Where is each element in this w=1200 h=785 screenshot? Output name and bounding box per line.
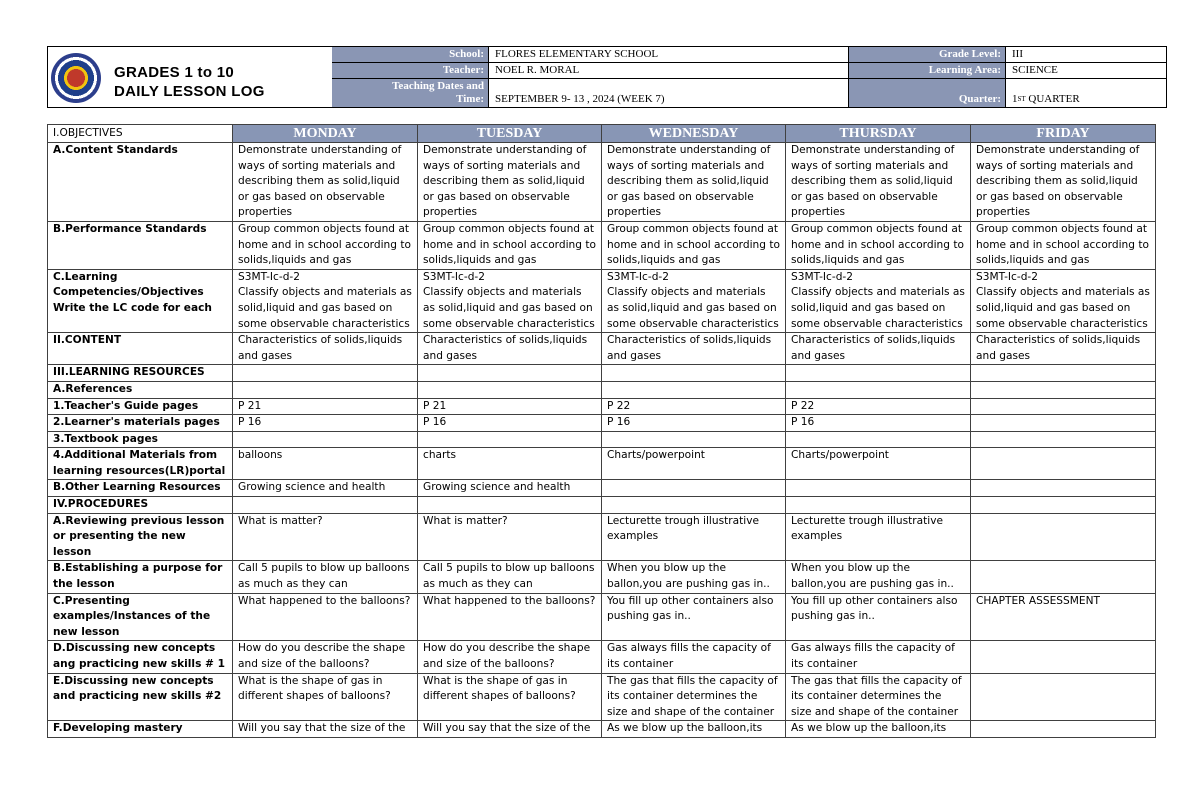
table-cell: What happened to the balloons? bbox=[418, 593, 602, 641]
quarter-value: 1 ST QUARTER bbox=[1012, 93, 1080, 105]
learning-area-value: SCIENCE bbox=[1006, 63, 1166, 79]
table-cell bbox=[602, 381, 786, 398]
table-cell: Lecturette trough illustrative examples bbox=[786, 513, 971, 561]
table-cell bbox=[971, 721, 1156, 738]
table-cell bbox=[971, 513, 1156, 561]
table-cell bbox=[971, 365, 1156, 382]
table-cell bbox=[233, 381, 418, 398]
grade-level-value: III bbox=[1006, 47, 1166, 63]
table-cell: Will you say that the size of the bbox=[418, 721, 602, 738]
table-cell bbox=[602, 497, 786, 514]
day-header-friday: FRIDAY bbox=[971, 125, 1156, 143]
table-cell bbox=[418, 497, 602, 514]
table-cell: As we blow up the balloon,its bbox=[786, 721, 971, 738]
table-cell: S3MT-Ic-d-2 Classify objects and materials as solid,liquid and gas based on some observable characteristics bbox=[971, 269, 1156, 332]
table-row bbox=[48, 381, 1156, 398]
table-row bbox=[48, 593, 1156, 641]
table-cell: Characteristics of solids,liquids and gases bbox=[233, 333, 418, 365]
teacher-label: Teacher: bbox=[332, 63, 489, 79]
table-cell: P 21 bbox=[233, 398, 418, 415]
table-cell: S3MT-Ic-d-2 Classify objects and materials as solid,liquid and gas based on some observable characteristics bbox=[786, 269, 971, 332]
table-cell: Group common objects found at home and in school according to solids,liquids and gas bbox=[602, 221, 786, 269]
document-header bbox=[47, 46, 1167, 108]
teaching-dates-label: Teaching Dates and Time: bbox=[332, 79, 489, 107]
table-cell: What happened to the balloons? bbox=[233, 593, 418, 641]
learning-area-label: Learning Area: bbox=[849, 63, 1006, 79]
row-label: C.Presenting examples/Instances of the new lesson bbox=[48, 593, 233, 641]
row-label: 4.Additional Materials from learning resources(LR)portal bbox=[48, 448, 233, 480]
table-cell: When you blow up the ballon,you are pushing gas in.. bbox=[786, 561, 971, 593]
table-cell bbox=[233, 365, 418, 382]
table-cell: P 22 bbox=[786, 398, 971, 415]
table-cell bbox=[971, 415, 1156, 432]
table-row bbox=[48, 333, 1156, 365]
table-row bbox=[48, 513, 1156, 561]
table-cell: Charts/powerpoint bbox=[602, 448, 786, 480]
row-label: B.Performance Standards bbox=[48, 221, 233, 269]
table-row bbox=[48, 641, 1156, 673]
document-title bbox=[114, 63, 265, 101]
table-row bbox=[48, 143, 1156, 222]
table-row bbox=[48, 561, 1156, 593]
row-label: E.Discussing new concepts and practicing new skills #2 bbox=[48, 673, 233, 721]
table-cell: The gas that fills the capacity of its container determines the size and shape of the container bbox=[602, 673, 786, 721]
table-cell bbox=[602, 365, 786, 382]
table-cell: Group common objects found at home and in school according to solids,liquids and gas bbox=[971, 221, 1156, 269]
table-row bbox=[48, 221, 1156, 269]
table-cell: As we blow up the balloon,its bbox=[602, 721, 786, 738]
table-row bbox=[48, 398, 1156, 415]
table-cell: Call 5 pupils to blow up balloons as much as they can bbox=[233, 561, 418, 593]
row-label: A.References bbox=[48, 381, 233, 398]
table-cell: Gas always fills the capacity of its container bbox=[602, 641, 786, 673]
table-cell: Demonstrate understanding of ways of sorting materials and describing them as solid,liquid or gas based on observable properties bbox=[602, 143, 786, 222]
table-row bbox=[48, 431, 1156, 448]
table-cell: You fill up other containers also pushing gas in.. bbox=[602, 593, 786, 641]
quarter-label: Quarter: bbox=[849, 79, 1006, 107]
school-value: FLORES ELEMENTARY SCHOOL bbox=[489, 47, 849, 63]
table-cell: Group common objects found at home and in school according to solids,liquids and gas bbox=[233, 221, 418, 269]
table-cell bbox=[602, 480, 786, 497]
table-cell: Characteristics of solids,liquids and gases bbox=[602, 333, 786, 365]
teaching-dates-value: SEPTEMBER 9- 13 , 2024 (WEEK 7) bbox=[489, 79, 849, 107]
table-cell bbox=[786, 381, 971, 398]
table-cell: Demonstrate understanding of ways of sorting materials and describing them as solid,liquid or gas based on observable properties bbox=[971, 143, 1156, 222]
row-label: F.Developing mastery bbox=[48, 721, 233, 738]
table-cell bbox=[786, 365, 971, 382]
table-cell: P 16 bbox=[418, 415, 602, 432]
table-cell: charts bbox=[418, 448, 602, 480]
table-cell: What is the shape of gas in different shapes of balloons? bbox=[418, 673, 602, 721]
table-cell: How do you describe the shape and size of the balloons? bbox=[418, 641, 602, 673]
table-cell: Demonstrate understanding of ways of sorting materials and describing them as solid,liquid or gas based on observable properties bbox=[786, 143, 971, 222]
day-header-wednesday: WEDNESDAY bbox=[602, 125, 786, 143]
table-cell bbox=[971, 381, 1156, 398]
table-cell: P 16 bbox=[602, 415, 786, 432]
table-row bbox=[48, 497, 1156, 514]
row-label: A.Reviewing previous lesson or presenting the new lesson bbox=[48, 513, 233, 561]
table-cell bbox=[971, 641, 1156, 673]
table-header-row bbox=[48, 125, 1156, 143]
table-cell: What is matter? bbox=[418, 513, 602, 561]
table-cell: P 16 bbox=[786, 415, 971, 432]
table-cell: Demonstrate understanding of ways of sorting materials and describing them as solid,liquid or gas based on observable properties bbox=[418, 143, 602, 222]
table-cell: How do you describe the shape and size of the balloons? bbox=[233, 641, 418, 673]
table-cell bbox=[233, 431, 418, 448]
table-cell: What is matter? bbox=[233, 513, 418, 561]
table-cell bbox=[971, 448, 1156, 480]
row-label: III.LEARNING RESOURCES bbox=[48, 365, 233, 382]
table-cell: P 16 bbox=[233, 415, 418, 432]
day-header-monday: MONDAY bbox=[233, 125, 418, 143]
table-cell: Characteristics of solids,liquids and gases bbox=[971, 333, 1156, 365]
table-cell: S3MT-Ic-d-2 Classify objects and materials as solid,liquid and gas based on some observable characteristics bbox=[602, 269, 786, 332]
table-cell bbox=[971, 431, 1156, 448]
table-cell: Growing science and health bbox=[233, 480, 418, 497]
lesson-log-table bbox=[47, 124, 1156, 738]
table-cell: CHAPTER ASSESSMENT bbox=[971, 593, 1156, 641]
table-cell: Will you say that the size of the bbox=[233, 721, 418, 738]
table-cell: P 22 bbox=[602, 398, 786, 415]
header-info-grid bbox=[332, 47, 1166, 107]
deped-seal-logo bbox=[51, 53, 101, 103]
table-row bbox=[48, 415, 1156, 432]
title-line-2: DAILY LESSON LOG bbox=[114, 83, 265, 100]
table-cell bbox=[418, 381, 602, 398]
table-cell bbox=[786, 431, 971, 448]
table-cell: You fill up other containers also pushing gas in.. bbox=[786, 593, 971, 641]
table-cell: Demonstrate understanding of ways of sorting materials and describing them as solid,liquid or gas based on observable properties bbox=[233, 143, 418, 222]
table-cell: Lecturette trough illustrative examples bbox=[602, 513, 786, 561]
table-cell: balloons bbox=[233, 448, 418, 480]
table-row bbox=[48, 448, 1156, 480]
table-cell bbox=[786, 497, 971, 514]
table-cell: S3MT-Ic-d-2 Classify objects and materials as solid,liquid and gas based on some observable characteristics bbox=[233, 269, 418, 332]
table-cell: The gas that fills the capacity of its container determines the size and shape of the container bbox=[786, 673, 971, 721]
table-cell: Characteristics of solids,liquids and gases bbox=[418, 333, 602, 365]
table-row bbox=[48, 673, 1156, 721]
table-cell bbox=[418, 431, 602, 448]
row-label: 1.Teacher's Guide pages bbox=[48, 398, 233, 415]
day-header-tuesday: TUESDAY bbox=[418, 125, 602, 143]
row-label: II.CONTENT bbox=[48, 333, 233, 365]
row-label: IV.PROCEDURES bbox=[48, 497, 233, 514]
row-label: B.Other Learning Resources bbox=[48, 480, 233, 497]
objectives-heading: I.OBJECTIVES bbox=[48, 125, 233, 143]
table-cell bbox=[971, 561, 1156, 593]
table-cell bbox=[971, 398, 1156, 415]
table-cell: Group common objects found at home and in school according to solids,liquids and gas bbox=[786, 221, 971, 269]
table-cell: When you blow up the ballon,you are pushing gas in.. bbox=[602, 561, 786, 593]
table-cell: S3MT-Ic-d-2 Classify objects and materials as solid,liquid and gas based on some observable characteristics bbox=[418, 269, 602, 332]
table-cell: P 21 bbox=[418, 398, 602, 415]
row-label: D.Discussing new concepts ang practicing new skills # 1 bbox=[48, 641, 233, 673]
title-line-1: GRADES 1 to 10 bbox=[114, 64, 235, 81]
table-cell bbox=[786, 480, 971, 497]
table-row bbox=[48, 721, 1156, 738]
table-cell bbox=[418, 365, 602, 382]
teacher-value: NOEL R. MORAL bbox=[489, 63, 849, 79]
table-cell: Characteristics of solids,liquids and gases bbox=[786, 333, 971, 365]
table-row bbox=[48, 269, 1156, 332]
table-cell: Charts/powerpoint bbox=[786, 448, 971, 480]
row-label: 2.Learner's materials pages bbox=[48, 415, 233, 432]
row-label: A.Content Standards bbox=[48, 143, 233, 222]
table-cell bbox=[233, 497, 418, 514]
header-title-block bbox=[48, 47, 333, 107]
table-cell: Growing science and health bbox=[418, 480, 602, 497]
table-cell bbox=[602, 431, 786, 448]
table-cell bbox=[971, 673, 1156, 721]
row-label: C.Learning Competencies/Objectives Write the LC code for each bbox=[48, 269, 233, 332]
table-body bbox=[48, 143, 1156, 738]
table-cell: Group common objects found at home and in school according to solids,liquids and gas bbox=[418, 221, 602, 269]
table-row bbox=[48, 365, 1156, 382]
row-label: B.Establishing a purpose for the lesson bbox=[48, 561, 233, 593]
day-header-thursday: THURSDAY bbox=[786, 125, 971, 143]
table-cell: What is the shape of gas in different shapes of balloons? bbox=[233, 673, 418, 721]
school-label: School: bbox=[332, 47, 489, 63]
table-cell: Gas always fills the capacity of its container bbox=[786, 641, 971, 673]
table-cell bbox=[971, 497, 1156, 514]
row-label: 3.Textbook pages bbox=[48, 431, 233, 448]
table-row bbox=[48, 480, 1156, 497]
grade-level-label: Grade Level: bbox=[849, 47, 1006, 63]
table-cell: Call 5 pupils to blow up balloons as much as they can bbox=[418, 561, 602, 593]
table-cell bbox=[971, 480, 1156, 497]
